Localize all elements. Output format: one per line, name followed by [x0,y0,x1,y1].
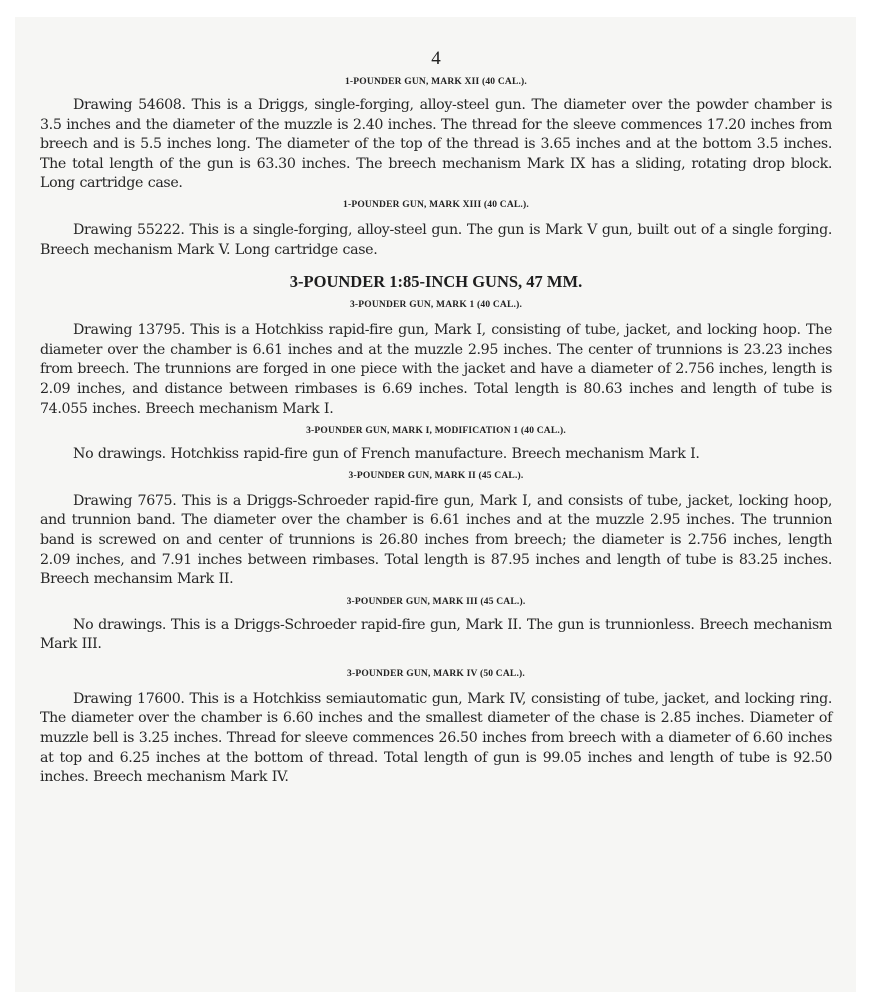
subheading-3pdr-mark-ii: 3-POUNDER GUN, MARK II (45 CAL.). [348,470,524,481]
paragraph-3pdr-mark-1-mod-1: No drawings. Hotchkiss rapid-fire gun of French manufacture. Breech mechanism Mark I. [73,446,700,463]
page-content [40,17,832,788]
paragraph-1pdr-mark-xii: Drawing 54608. This is a Driggs, single-forging, alloy-steel gun. The diameter over the powder chamber is 3.5 inches and the diameter of the muzzle is 2.40 inches. The thread for the sleeve commences 17.20 inches from breech and is 5.5 inches long. The diameter of the top of the thread is 3.65 inches and at the bottom 3.5 inches. The total length of the gun is 63.30 inches. The breech mechanism Mark IX has a sliding, rotating drop block. Long cartridge case. [40,97,832,192]
subheading-3pdr-mark-iii: 3-POUNDER GUN, MARK III (45 CAL.). [346,596,526,607]
subheading-3pdr-mark-iv: 3-POUNDER GUN, MARK IV (50 CAL.). [347,668,525,679]
paragraph-3pdr-mark-1: Drawing 13795. This is a Hotchkiss rapid-fire gun, Mark I, consisting of tube, jacket, and locking hoop. The diameter over the chamber is 6.61 inches and at the muzzle 2.95 inches. The center of trunnions is 23.23 inches from breech. The trunnions are forged in one piece with the jacket and have a diameter of 2.756 inches, length is 2.09 inches, and distance between rimbases is 6.69 inches. Total length is 80.63 inches and length of tube is 74.055 inches. Breech mechanism Mark I. [40,322,832,417]
paragraph-3pdr-mark-iii: No drawings. This is a Driggs-Schroeder rapid-fire gun, Mark II. The gun is trunnionless. Breech mechanism Mark III. [40,616,832,653]
paragraph-1pdr-mark-xiii: Drawing 55222. This is a single-forging, alloy-steel gun. The gun is Mark V gun, built out of a single forging. Breech mechanism Mark V. Long cartridge case. [40,221,832,258]
page-number: 4 [431,48,441,69]
paragraph-3pdr-mark-ii: Drawing 7675. This is a Driggs-Schroeder rapid-fire gun, Mark I, and consists of tube, jacket, locking hoop, and trunnion band. The diameter over the chamber is 6.61 inches and at the muzzle 2.95 inches. The trunnion band is screwed on and center of trunnions is 26.80 inches from breech; the diameter is 2.756 inches, length 2.09 inches, and 7.91 inches between rimbases. Total length is 87.95 inches and length of tube is 83.25 inches. Breech mechansim Mark II. [40,492,832,588]
major-heading-3pdr: 3-POUNDER 1:85-INCH GUNS, 47 MM. [289,272,583,292]
subheading-3pdr-mark-1: 3-POUNDER GUN, MARK 1 (40 CAL.). [349,300,523,311]
subheading-3pdr-mark-1-mod-1: 3-POUNDER GUN, MARK I, MODIFICATION 1 (40 CAL.). [306,426,566,437]
scanned-page [15,17,856,992]
subheading-1pdr-mark-xiii: 1-POUNDER GUN, MARK XIII (40 CAL.). [343,199,529,210]
paragraph-3pdr-mark-iv: Drawing 17600. This is a Hotchkiss semiautomatic gun, Mark IV, consisting of tube, jacket, and locking ring. The diameter over the chamber is 6.60 inches and the smallest diameter of the chase is 2.85 inches. Diameter of muzzle bell is 3.25 inches. Thread for sleeve commences 26.50 inches from breech with a diameter of 6.60 inches at top and 6.25 inches at the bottom of thread. Total length of gun is 99.05 inches and length of tube is 92.50 inches. Breech mechanism Mark IV. [40,690,832,786]
subheading-1pdr-mark-xii: 1-POUNDER GUN, MARK XII (40 CAL.). [344,77,527,87]
